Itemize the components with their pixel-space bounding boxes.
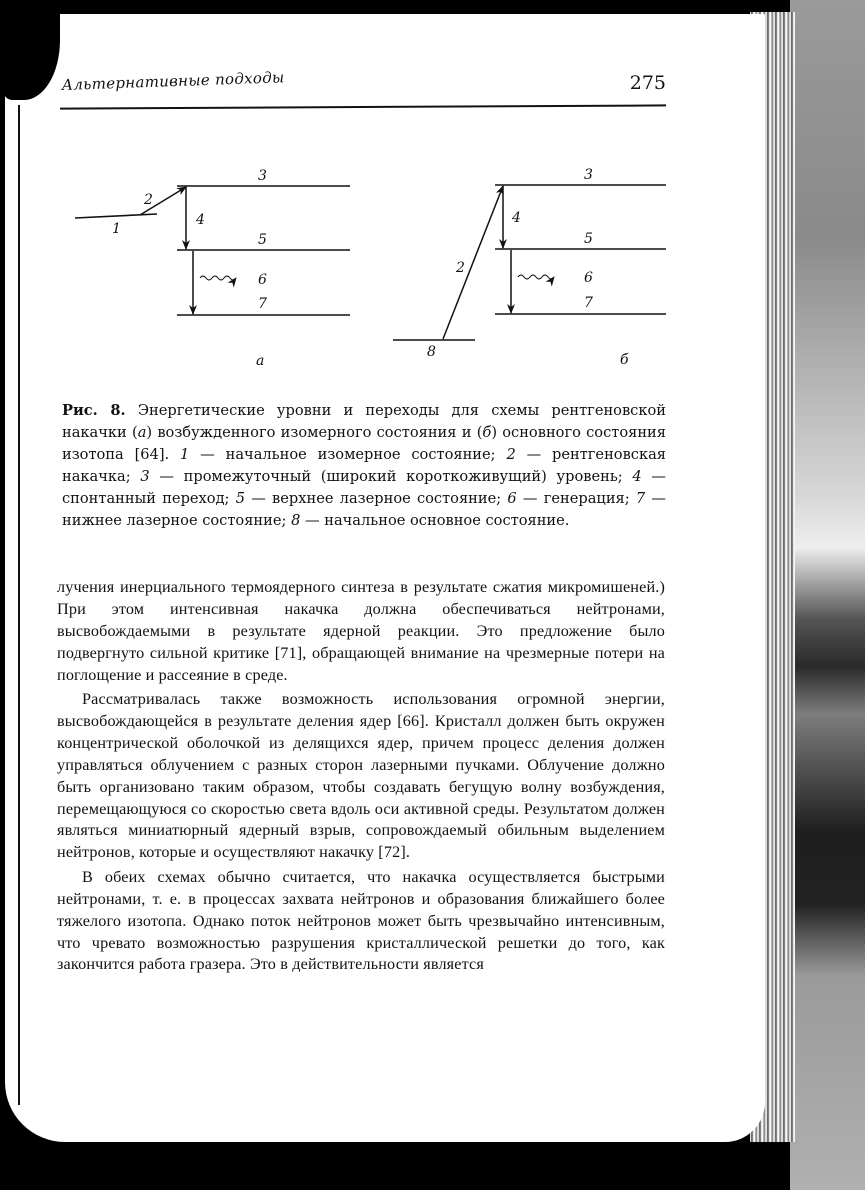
label-1: 1 [112, 221, 121, 237]
label-4: 4 [512, 210, 521, 226]
page-number: 275 [629, 72, 666, 94]
figure-caption [62, 400, 666, 532]
caption-panel-b-ref: б [482, 424, 492, 441]
legend-text: — спонтанный переход; [62, 468, 666, 507]
label-3: 3 [258, 168, 267, 184]
label-6: 6 [258, 272, 267, 288]
figure-number: Рис. 8. [62, 402, 126, 419]
caption-panel-a-ref: а [137, 424, 147, 441]
legend-text: — рентгеновская накачка; [62, 446, 666, 485]
generation-wave-6 [200, 276, 236, 280]
caption-text: Энергетические уровни и переходы для схемы рентгеновской накачки ( [62, 402, 666, 441]
label-6: 6 [584, 270, 593, 286]
caption-text: ) основного состояния изотопа [64]. [62, 424, 666, 463]
label-5: 5 [584, 231, 593, 247]
label-8: 8 [427, 344, 436, 360]
label-3: 3 [584, 167, 593, 183]
caption-text: ) возбужденного изомерного состояния и ( [146, 424, 483, 441]
legend-text: — генерация; [516, 490, 636, 507]
panel-b-label: б [620, 352, 629, 368]
label-7: 7 [584, 295, 593, 311]
label-2: 2 [456, 260, 465, 276]
legend-num: 7 [635, 490, 646, 507]
legend-num: 2 [506, 446, 516, 463]
running-title: Альтернативные подходы [61, 68, 285, 94]
label-4: 4 [196, 212, 205, 228]
legend-num: 5 [235, 490, 245, 507]
generation-wave-6 [518, 275, 554, 279]
legend-text: — начальное основное состояние. [300, 512, 570, 529]
energy-level-diagram [60, 160, 680, 375]
legend-num: 4 [632, 468, 642, 485]
legend-text: — нижнее лазерное состояние; [62, 490, 667, 529]
scan-background [790, 0, 865, 1190]
legend-num: 8 [291, 512, 301, 529]
page-left-edge [18, 105, 20, 1105]
transition-2-pump [443, 186, 503, 339]
label-7: 7 [258, 296, 267, 312]
panel-a [75, 168, 350, 369]
label-2: 2 [144, 192, 153, 208]
legend-text: — начальное изомерное состояние; [189, 446, 507, 463]
label-5: 5 [258, 232, 267, 248]
paragraph: лучения инерциального термоядерного синтеза в результате сжатия микромишеней.) При этом интенсивная накачка должна обеспечиваться нейтронами, высвобождаемыми в результате ядерной реакции. Это предложение было подвергнуто сильной критике [71], обращающей внимание на чрезмерные потери на поглощение и рассеяние в среде. [57, 578, 665, 684]
paragraph: Рассматривалась также возможность использования огромной энергии, высвобождающейся в результате деления ядер [66]. Кристалл должен быть окружен концентрической оболочкой из делящихся ядер, причем процесс деления должен управляться облучением с разных сторон лазерными пучками. Облучение должно быть организовано таким образом, чтобы создавать бегущую волну возбуждения, перемещающуюся со скоростью света вдоль оси активной среды. Результатом должен являться миниатюрный ядерный взрыв, сопровождаемый обильным выделением нейтронов, которые и осуществляют накачку [72]. [57, 690, 665, 862]
legend-num: 6 [507, 490, 517, 507]
energy-level-figure [60, 160, 680, 375]
paragraph: В обеих схемах обычно считается, что накачка осуществляется быстрыми нейтронами, т. е. в процессах захвата нейтронов и образования ближайшего более тяжелого изотопа. Однако поток нейтронов может быть чрезвычайно интенсивным, что чревато возможностью разрушения кристаллической решетки до того, как закончится работа гразера. Это в действительности является [57, 867, 665, 974]
level-1 [75, 214, 157, 218]
legend-text: — промежуточный (широкий короткоживущий) уровень; [149, 468, 633, 485]
body-text [57, 577, 665, 979]
legend-num: 3 [140, 468, 150, 485]
panel-a-label: а [256, 353, 265, 369]
running-head [61, 68, 666, 102]
legend-num: 1 [180, 446, 190, 463]
legend-text: — верхнее лазерное состояние; [245, 490, 508, 507]
panel-b [393, 167, 666, 368]
